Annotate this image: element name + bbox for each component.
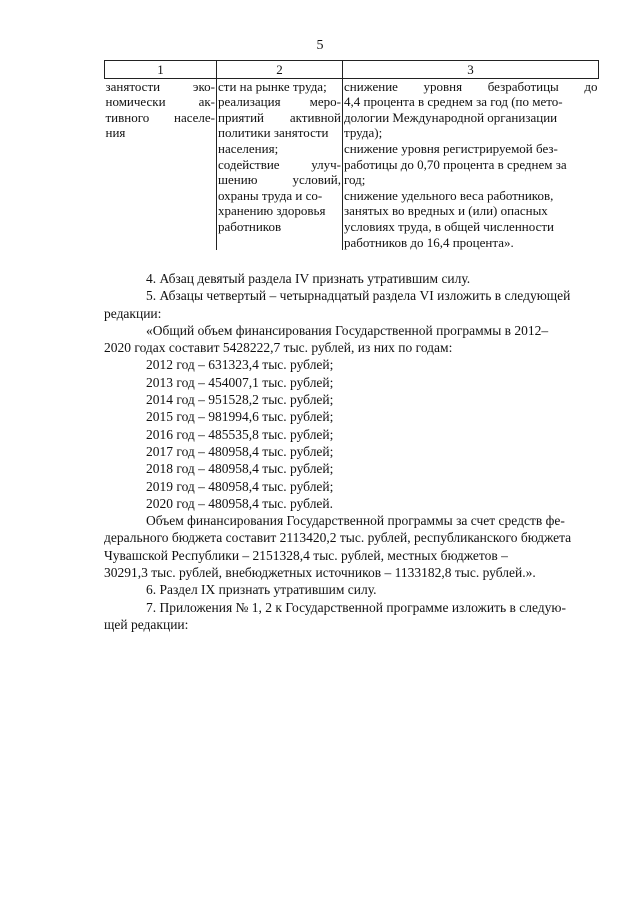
table-header-col3: 3	[343, 61, 599, 79]
table-cell-col3	[343, 78, 599, 250]
paragraph-5-line: 5. Абзацы четвертый – четырнадцатый раздела VI изложить в следующей	[146, 288, 571, 304]
financing-line: Объем финансирования Государственной программы за счет средств фе-	[146, 513, 565, 529]
cell-line: 4,4 процента в среднем за год (по мето-	[344, 94, 563, 110]
cell-line: шению условий,	[218, 172, 341, 188]
cell-line: хранению здоровья	[218, 203, 326, 219]
paragraph-6: 6. Раздел IX признать утратившим силу.	[146, 582, 377, 598]
cell-line: дологии Международной организации	[344, 109, 558, 125]
cell-line: ния	[105, 125, 126, 141]
financing-line: дерального бюджета составит 2113420,2 тыс. рублей, республиканского бюджета	[104, 530, 572, 546]
year-line: 2018 год – 480958,4 тыс. рублей;	[146, 461, 334, 477]
year-line: 2012 год – 631323,4 тыс. рублей;	[146, 357, 334, 373]
year-line: 2014 год – 951528,2 тыс. рублей;	[146, 392, 334, 408]
paragraph-7-line: щей редакции:	[104, 616, 189, 632]
cell-line: снижение удельного веса работников,	[344, 187, 554, 203]
year-line: 2019 год – 480958,4 тыс. рублей;	[146, 478, 334, 494]
cell-line: населения;	[218, 140, 279, 156]
cell-line: год;	[344, 172, 366, 188]
cell-line: охраны труда и со-	[218, 187, 323, 203]
cell-line: политики занятости	[218, 125, 329, 141]
year-line: 2013 год – 454007,1 тыс. рублей;	[146, 374, 334, 390]
paragraph-5-line: редакции:	[104, 305, 162, 321]
table-header-col2: 2	[217, 61, 343, 79]
goals-table	[104, 60, 599, 250]
cell-line: работников до 16,4 процента».	[344, 234, 514, 250]
financing-line: Чувашской Республики – 2151328,4 тыс. рублей, местных бюджетов –	[104, 547, 508, 563]
year-line: 2020 год – 480958,4 тыс. рублей.	[146, 495, 334, 511]
table-cell-col1	[105, 78, 217, 250]
cell-line: номически ак-	[105, 94, 215, 110]
page-number: 5	[316, 38, 324, 53]
cell-line: труда);	[344, 125, 383, 141]
paragraph-7-line: 7. Приложения № 1, 2 к Государственной программе изложить в следую-	[146, 599, 567, 615]
quote-line: «Общий объем финансирования Государственной программы в 2012–	[146, 322, 549, 338]
document-body	[104, 270, 598, 633]
cell-line: сти на рынке труда;	[218, 78, 327, 94]
cell-line: снижение уровня безработицы до	[344, 78, 598, 94]
cell-line: реализация меро-	[218, 94, 341, 110]
cell-line: работников	[218, 218, 282, 234]
cell-line: занятых во вредных и (или) опасных	[344, 203, 548, 219]
year-line: 2016 год – 485535,8 тыс. рублей;	[146, 426, 334, 442]
quote-line: 2020 годах составит 5428222,7 тыс. рублей, из них по годам:	[104, 340, 453, 356]
year-line: 2015 год – 981994,6 тыс. рублей;	[146, 409, 334, 425]
cell-line: работицы до 0,70 процента в среднем за	[344, 156, 567, 172]
year-line: 2017 год – 480958,4 тыс. рублей;	[146, 443, 334, 459]
cell-line: тивного населе-	[105, 109, 215, 125]
cell-line: содействие улуч-	[218, 156, 341, 172]
paragraph-4: 4. Абзац девятый раздела IV признать утратившим силу.	[146, 271, 471, 286]
table-cell-col2	[217, 78, 343, 250]
cell-line: занятости эко-	[105, 78, 215, 94]
cell-line: снижение уровня регистрируемой без-	[344, 140, 558, 156]
financing-line: 30291,3 тыс. рублей, внебюджетных источников – 1133182,8 тыс. рублей.».	[104, 565, 536, 581]
table-header-row	[105, 61, 599, 79]
cell-line: приятий активной	[218, 109, 341, 125]
table-header-col1: 1	[105, 61, 217, 79]
cell-line: условиях труда, в общей численности	[344, 218, 554, 234]
table-row	[105, 78, 599, 250]
